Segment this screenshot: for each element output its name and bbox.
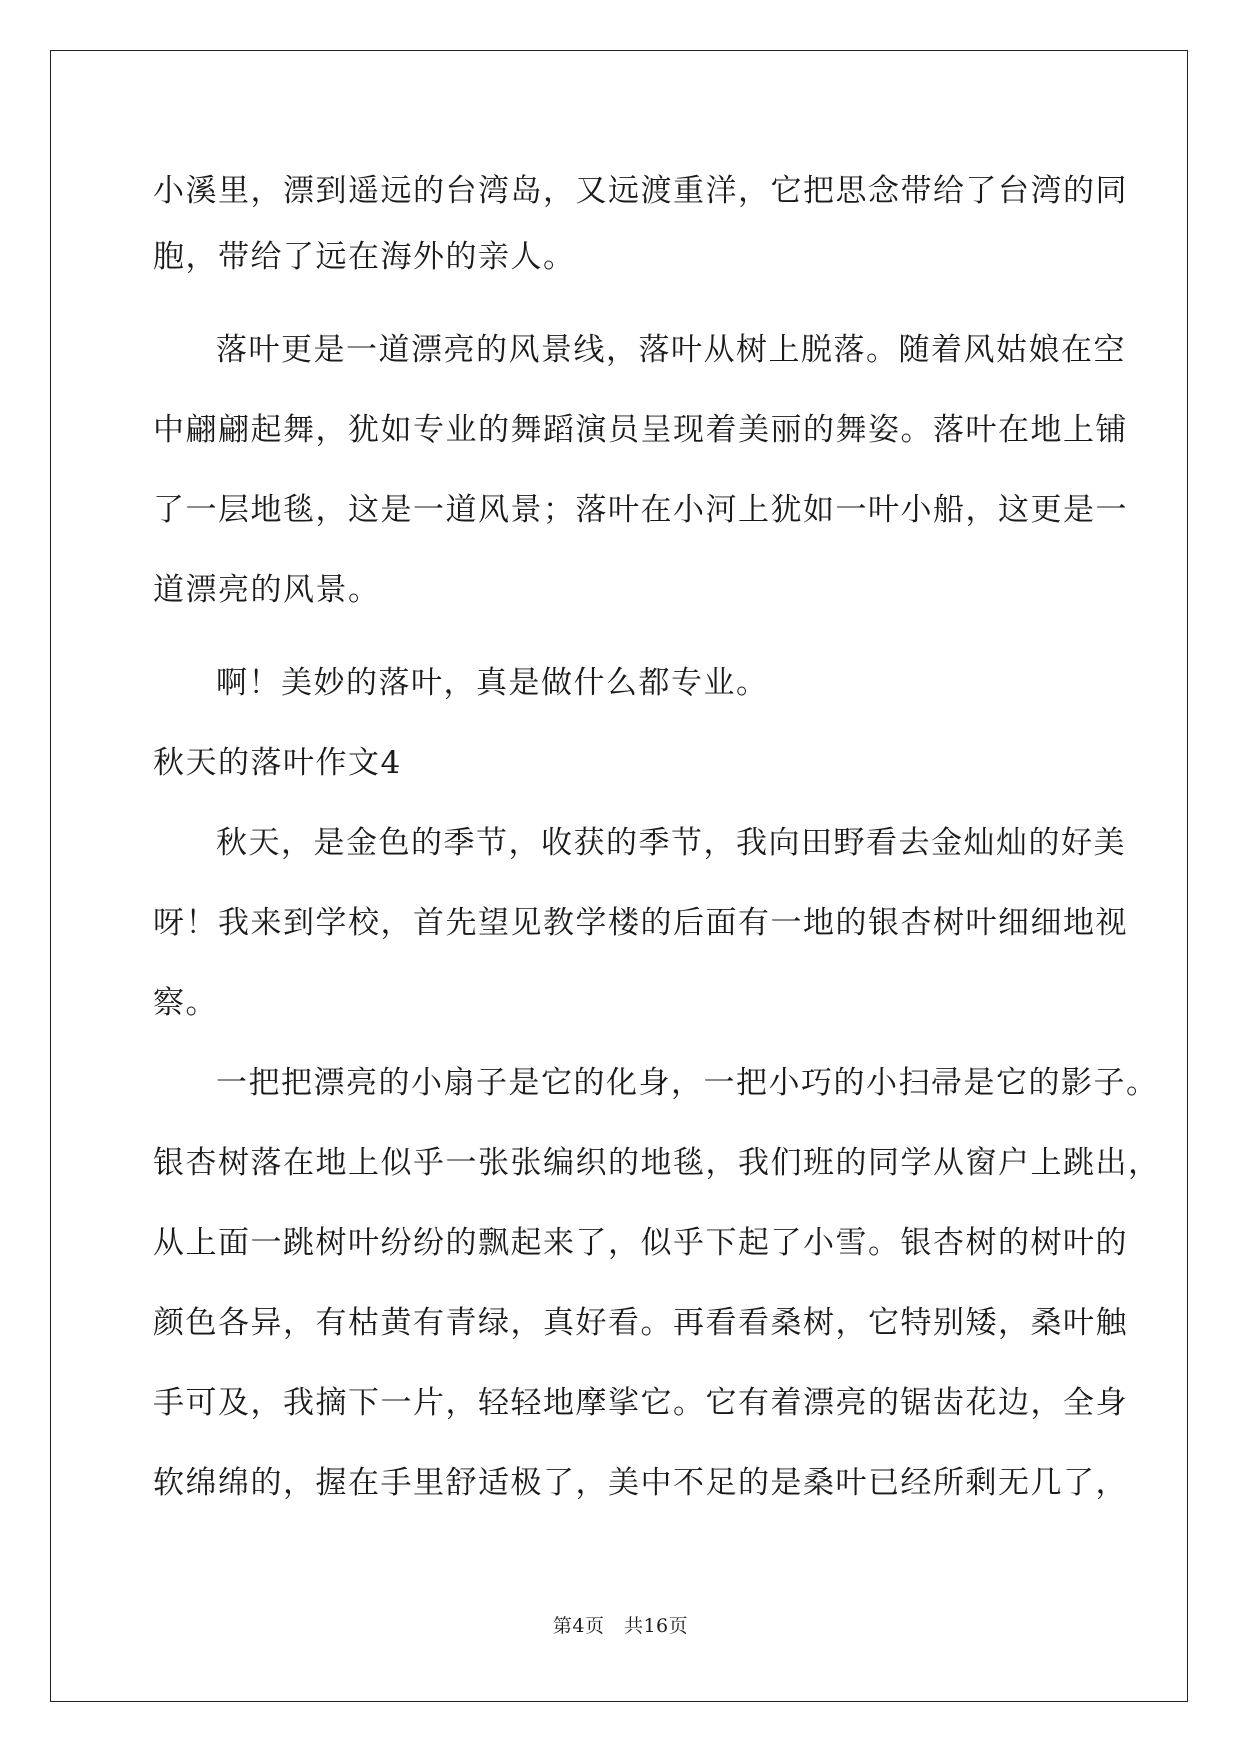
paragraph-start-line: 一把把漂亮的小扇子是它的化身，一把小巧的小扫帚是它的影子。	[216, 1065, 1159, 1101]
text-line: 道漂亮的风景。	[153, 572, 381, 608]
text-line: 从上面一跳树叶纷纷的飘起来了，似乎下起了小雪。银杏树的树叶的	[153, 1225, 1128, 1261]
text-line: 银杏树落在地上似乎一张张编织的地毯，我们班的同学从窗户上跳出，	[153, 1145, 1161, 1181]
text-line: 小溪里，漂到遥远的台湾岛，又远渡重洋，它把思念带给了台湾的同	[153, 173, 1128, 209]
text-line: 呀！我来到学校，首先望见教学楼的后面有一地的银杏树叶细细地视	[153, 905, 1128, 941]
text-line: 软绵绵的，握在手里舒适极了，美中不足的是桑叶已经所剩无几了，	[153, 1465, 1128, 1501]
text-line: 中翩翩起舞，犹如专业的舞蹈演员呈现着美丽的舞姿。落叶在地上铺	[153, 412, 1128, 448]
text-line: 了一层地毯，这是一道风景；落叶在小河上犹如一叶小船，这更是一	[153, 492, 1128, 528]
text-line: 颜色各异，有枯黄有青绿，真好看。再看看桑树，它特别矮，桑叶触	[153, 1305, 1128, 1341]
paragraph-start-line: 秋天，是金色的季节，收获的季节，我向田野看去金灿灿的好美	[216, 825, 1126, 861]
text-line: 察。	[153, 985, 218, 1021]
paragraph-start-line: 啊！美妙的落叶，真是做什么都专业。	[216, 665, 769, 701]
page-border	[50, 50, 1188, 1702]
page-number-footer: 第4页 共16页	[552, 1615, 689, 1637]
text-line: 手可及，我摘下一片，轻轻地摩挲它。它有着漂亮的锯齿花边，全身	[153, 1385, 1128, 1421]
section-heading: 秋天的落叶作文4	[153, 745, 402, 781]
text-line: 胞，带给了远在海外的亲人。	[153, 239, 576, 275]
paragraph-start-line: 落叶更是一道漂亮的风景线，落叶从树上脱落。随着风姑娘在空	[216, 332, 1126, 368]
